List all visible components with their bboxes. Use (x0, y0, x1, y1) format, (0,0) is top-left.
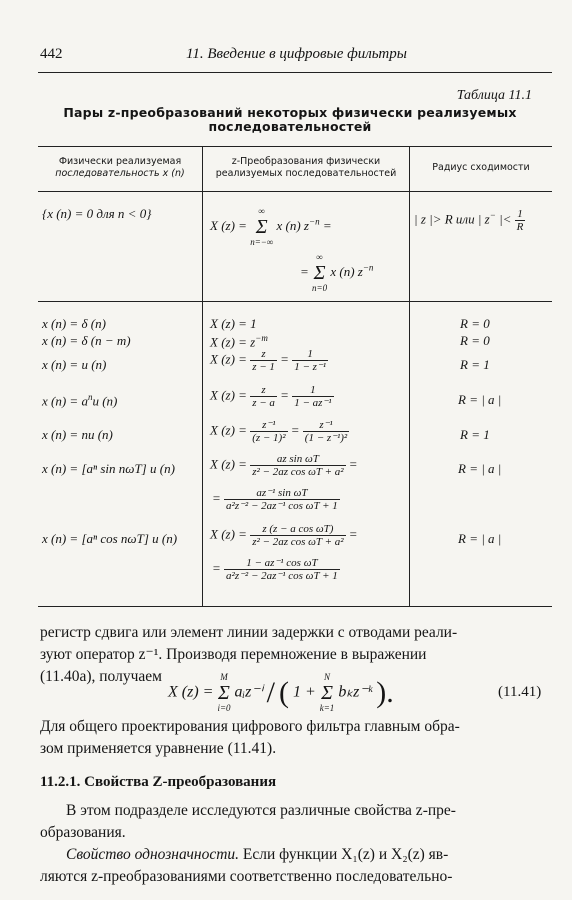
row4-sequence: x (n) = u (n) (42, 357, 107, 372)
header-rule (38, 72, 552, 73)
row4-radius: R = 1 (460, 357, 490, 372)
row7-radius: R = | a | (458, 461, 502, 476)
table-caption-line1: Пары z-преобразований некоторых физически реализуемых (63, 105, 517, 120)
row8-transform-cont: = $\frac{\text{1 − az⁻¹ cos ωT}}{\text{a²z⁻² − 2az⁻¹ cos ωT + 1}}$ (212, 557, 338, 582)
row2-sequence: x (n) = δ (n) (42, 316, 106, 331)
row4-transform: X (z) = $\frac{z}{z - 1}$ = $\frac{1}{\text{1 − z⁻¹}}$ (210, 348, 326, 373)
equation-11-41: X (z) = M Σ i=0 aᵢz⁻ⁱ / ( 1 + N Σ k=1 bₖz⁻ᵏ ). (168, 672, 394, 713)
table-bottom-rule (38, 606, 552, 607)
row8-transform: X (z) = $\frac{\text{z (z − a cos ωT)}}{\text{z² − 2az cos ωT + a²}}$ = (210, 523, 358, 548)
section-title: 11.2.1. Свойства Z-преобразования (40, 774, 277, 790)
paragraph-1: регистр сдвига или элемент линии задержки с отводами реали- зуют оператор z⁻¹. Производя перемножение в выражении (11.40а), получаем (40, 624, 458, 685)
row6-radius: R = 1 (460, 427, 490, 442)
row7-transform: X (z) = $\frac{\text{az sin ωT}}{\text{z² − 2az cos ωT + a²}}$ = (210, 453, 358, 478)
row6-sequence: x (n) = nu (n) (42, 427, 113, 442)
row2-radius: R = 0 (460, 316, 490, 331)
equation-number: (11.41) (498, 684, 542, 700)
column-header-transform: z-Преобразования физически реализуемых последовательностей (215, 156, 397, 179)
row8-radius: R = | a | (458, 531, 502, 546)
column-header-radius: Радиус сходимости (432, 162, 530, 173)
row1-radius: | z |> R или | z− |< $\frac{1}{R}$ (414, 208, 524, 233)
row1-transform-cont: = ∞ Σ n=0 x (n) $z^{-n}$ (300, 252, 374, 293)
table-header-rule (38, 191, 552, 192)
paragraph-2: Для общего проектирования цифрового фильтра главным обра- зом применяется уравнение (11.41). (40, 718, 460, 757)
row3-transform: X $(z) = z^{-m}$ (210, 333, 268, 350)
row7-sequence: x (n) = [aⁿ sin nωT] u (n) (42, 461, 175, 476)
row6-transform: X (z) = $\frac{\text{z⁻¹}}{\text{(z − 1)²}}$ = $\frac{\text{z⁻¹}}{\text{(1 − z⁻¹)²}}$ (210, 419, 348, 444)
sum-operator: ∞ Σ n=−∞ (250, 206, 274, 247)
table-caption-line2: последовательностей (208, 119, 372, 134)
table-row-rule (38, 301, 552, 302)
table-col-divider-2 (409, 146, 410, 606)
table-label: Таблица 11.1 (456, 88, 532, 103)
page-number: 442 (40, 46, 63, 62)
running-head: 11. Введение в цифровые фильтры (186, 46, 407, 62)
row3-radius: R = 0 (460, 333, 490, 348)
paragraph-3: В этом подразделе исследуются различные свойства z-пре- образования. (40, 802, 456, 841)
row7-transform-cont: = $\frac{\text{az⁻¹ sin ωT}}{\text{a²z⁻² − 2az⁻¹ cos ωT + 1}}$ (212, 487, 338, 512)
table-top-rule (38, 146, 552, 147)
row1-sequence: {x (n) = 0 для n < 0} (42, 206, 152, 221)
sum-operator: ∞ Σ n=0 (312, 252, 328, 293)
row2-transform: X (z) = 1 (210, 316, 257, 331)
paragraph-4: Свойство однозначности. Если функции X₁(z) и X₂(z) яв- ляются z-преобразованиями соответственно последовательно- (40, 846, 453, 885)
table-caption (40, 106, 540, 134)
row5-transform: X (z) = $\frac{z}{z - a}$ = $\frac{1}{\text{1 − az⁻¹}}$ (210, 384, 332, 409)
column-header-sequence: Физически реализуемая последовательность x (n) (55, 156, 185, 179)
row5-radius: R = | a | (458, 392, 502, 407)
row1-transform: X (z) = ∞ Σ n=−∞ x (n) $z^{-n}$ = (210, 206, 332, 247)
row8-sequence: x (n) = [aⁿ cos nωT] u (n) (42, 531, 178, 546)
row3-sequence: x (n) = δ (n − m) (42, 333, 131, 348)
table-col-divider-1 (202, 146, 203, 606)
row5-sequence: x $(n) = a^nu$ (n) (42, 392, 118, 409)
